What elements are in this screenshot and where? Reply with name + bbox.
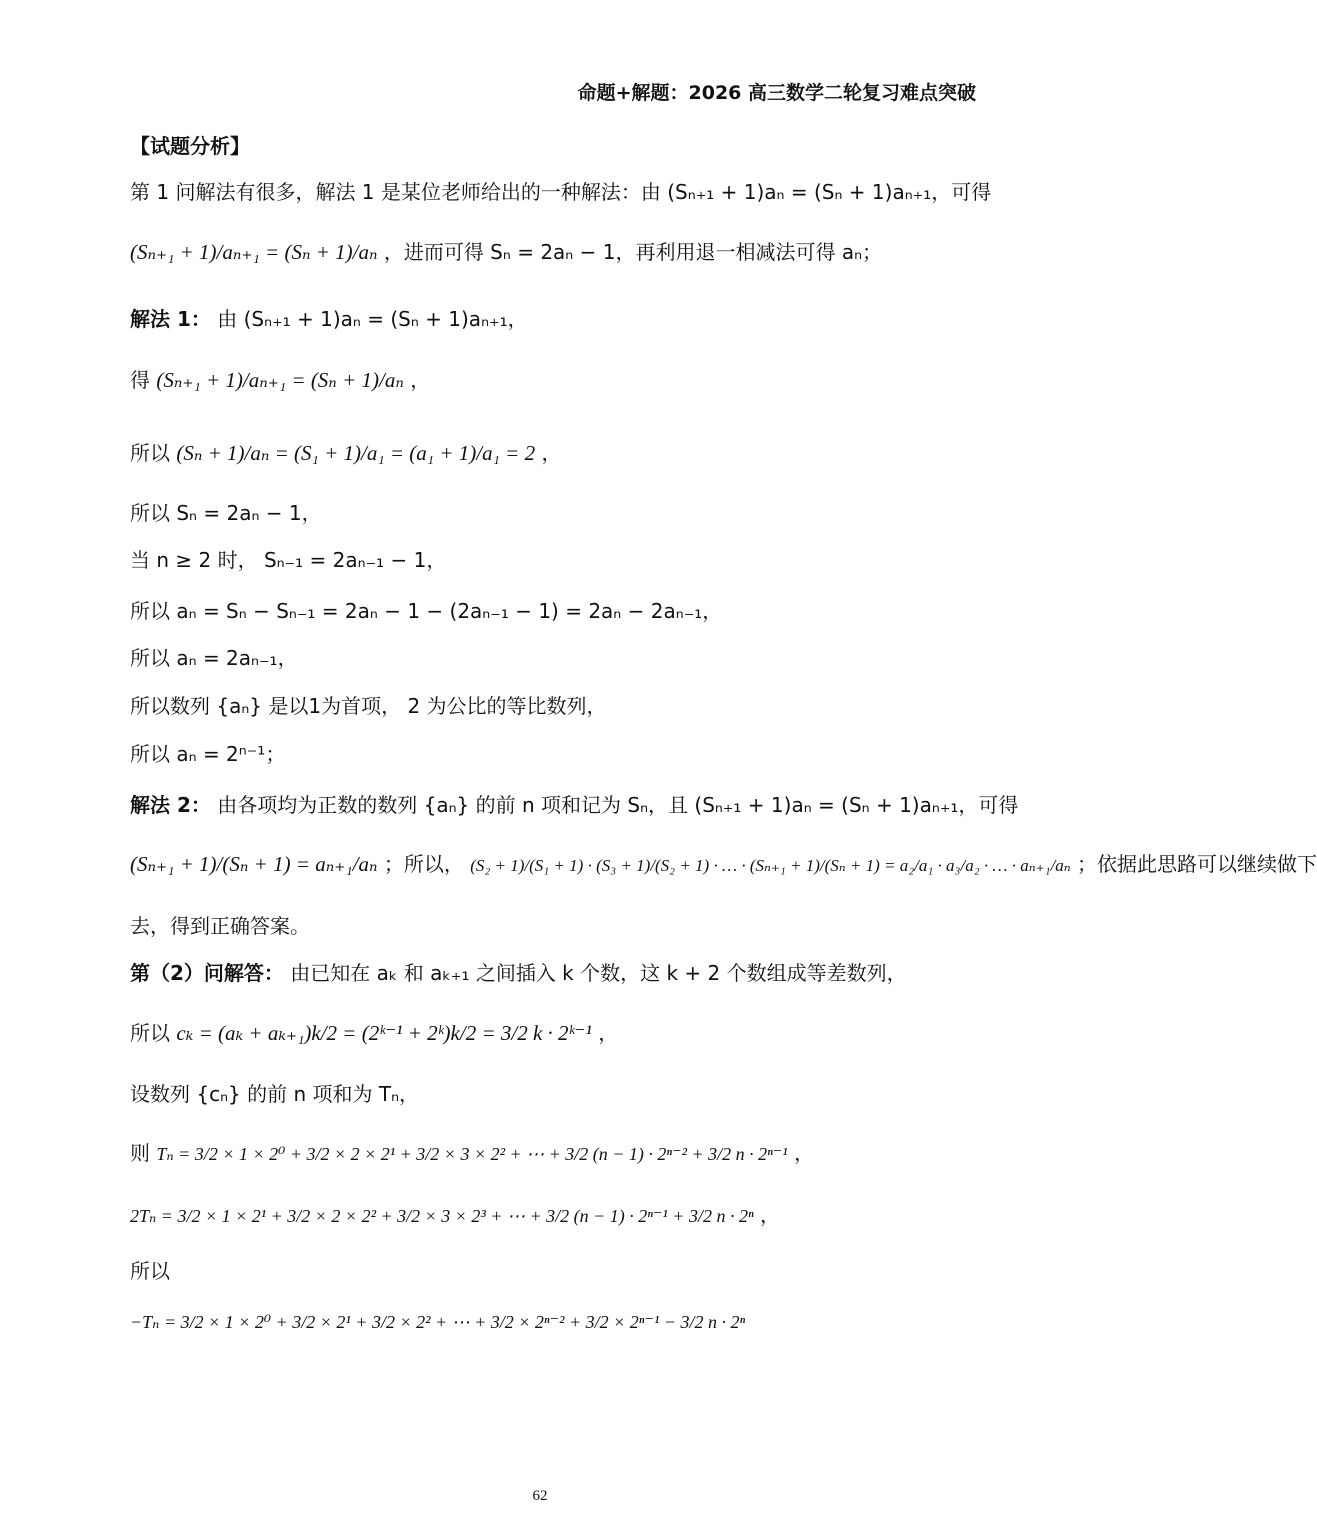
- step-general-term: 所以 aₙ = 2ⁿ⁻¹；: [130, 742, 286, 766]
- step-recurrence: 所以 aₙ = 2aₙ₋₁，: [130, 646, 298, 670]
- solution-2-product-line: (Sₙ₊₁ + 1)/(Sₙ + 1) = aₙ₊₁/aₙ ；所以， (S₂ + 1)/(S₁ + 1) · (S₃ + 1)/(S₂ + 1) · … · (Sₙ₊₁ + 1)/(Sₙ + 1) = a₂/a₁ · a₃/a₂ · … · aₙ₊₁/aₙ ；依据此思路可以继续做下: [130, 852, 1317, 876]
- step-minus-tn: −Tₙ = 3/2 × 1 × 2⁰ + 3/2 × 2¹ + 3/2 × 2² + ⋯ + 3/2 × 2ⁿ⁻² + 3/2 × 2ⁿ⁻¹ − 3/2 n · 2ⁿ: [130, 1312, 746, 1332]
- part-2-heading: 第（2）问解答： 由已知在 aₖ 和 aₖ₊₁ 之间插入 k 个数，这 k + 2 个数组成等差数列，: [130, 961, 907, 985]
- step-ratio-constant: 所以 (Sₙ + 1)/aₙ = (S₁ + 1)/a₁ = (a₁ + 1)/a₁ = 2 ，: [130, 441, 562, 465]
- intro-formula-line: (Sₙ₊₁ + 1)/aₙ₊₁ = (Sₙ + 1)/aₙ ，进而可得 Sₙ = 2aₙ − 1，再利用退一相减法可得 aₙ；: [130, 240, 883, 264]
- step-therefore: 所以: [130, 1259, 170, 1283]
- step-tn-definition: 设数列 {cₙ} 的前 n 项和为 Tₙ，: [130, 1082, 420, 1106]
- solution-2-conclusion: 去，得到正确答案。: [130, 914, 310, 938]
- section-title: 【试题分析】: [130, 134, 250, 158]
- step-ck: 所以 cₖ = (aₖ + aₖ₊₁)k/2 = (2ᵏ⁻¹ + 2ᵏ)k/2 = 3/2 k · 2ᵏ⁻¹ ，: [130, 1021, 619, 1045]
- solution-1-label: 解法 1：: [130, 307, 211, 331]
- solution-2-heading: 解法 2： 由各项均为正数的数列 {aₙ} 的前 n 项和记为 Sₙ，且 (Sₙ₊₁ + 1)aₙ = (Sₙ + 1)aₙ₊₁，可得: [130, 793, 1019, 817]
- running-header: 命题+解题：2026 高三数学二轮复习难点突破: [577, 82, 976, 104]
- step-sn: 所以 Sₙ = 2aₙ − 1，: [130, 501, 322, 525]
- step-tn-sum: 则 Tₙ = 3/2 × 1 × 2⁰ + 3/2 × 2 × 2¹ + 3/2 × 3 × 2² + ⋯ + 3/2 (n − 1) · 2ⁿ⁻² + 3/2 n · 2ⁿ⁻¹ ，: [130, 1141, 815, 1165]
- step-difference: 所以 aₙ = Sₙ − Sₙ₋₁ = 2aₙ − 1 − (2aₙ₋₁ − 1) = 2aₙ − 2aₙ₋₁，: [130, 599, 723, 623]
- step-geometric: 所以数列 {aₙ} 是以1为首项， 2 为公比的等比数列，: [130, 694, 607, 718]
- step-sn-minus-1: 当 n ≥ 2 时， Sₙ₋₁ = 2aₙ₋₁ − 1，: [130, 548, 447, 572]
- intro-line: 第 1 问解法有很多，解法 1 是某位老师给出的一种解法：由 (Sₙ₊₁ + 1)aₙ = (Sₙ + 1)aₙ₊₁，可得: [130, 180, 992, 204]
- page-number: 62: [532, 1488, 548, 1504]
- part-2-label: 第（2）问解答：: [130, 961, 284, 985]
- step-2tn-sum: 2Tₙ = 3/2 × 1 × 2¹ + 3/2 × 2 × 2² + 3/2 × 3 × 2³ + ⋯ + 3/2 (n − 1) · 2ⁿ⁻¹ + 3/2 n · 2ⁿ ，: [130, 1203, 780, 1227]
- step-ratio: 得 (Sₙ₊₁ + 1)/aₙ₊₁ = (Sₙ + 1)/aₙ ，: [130, 368, 431, 392]
- solution-1-heading: 解法 1： 由 (Sₙ₊₁ + 1)aₙ = (Sₙ + 1)aₙ₊₁，: [130, 307, 528, 331]
- solution-2-label: 解法 2：: [130, 793, 211, 817]
- formula-ratio-equality: (Sₙ₊₁ + 1)/aₙ₊₁ = (Sₙ + 1)/aₙ: [130, 240, 378, 264]
